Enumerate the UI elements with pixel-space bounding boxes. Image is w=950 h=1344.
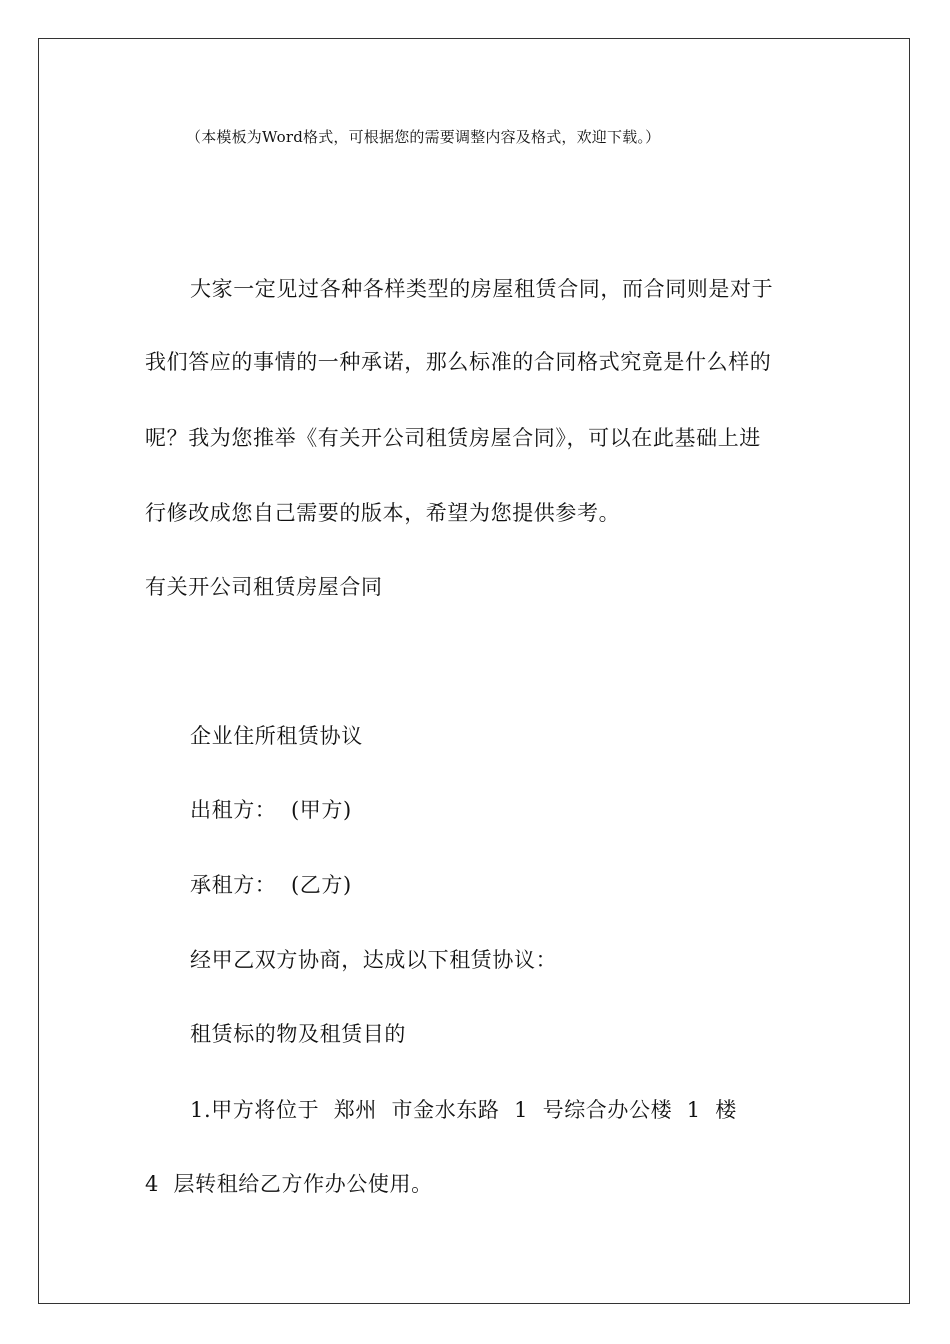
intro-line-4: 行修改成您自己需要的版本，希望为您提供参考。: [145, 501, 621, 525]
lessee-line: 承租方： (乙方): [190, 873, 352, 897]
intro-line-3: 呢？我为您推举《有关开公司租赁房屋合同》，可以在此基础上进: [145, 426, 761, 450]
lessor-line: 出租方： (甲方): [190, 798, 352, 822]
intro-line-2: 我们答应的事情的一种承诺，那么标准的合同格式究竟是什么样的: [145, 350, 772, 374]
template-note: （本模板为Word格式，可根据您的需要调整内容及格式，欢迎下载。）: [186, 128, 661, 146]
clause-1-line-1: 1.甲方将位于 郑州 市金水东路 1 号综合办公楼 1 楼: [190, 1098, 737, 1122]
agreement-heading: 企业住所租赁协议: [190, 724, 363, 748]
agreement-statement: 经甲乙双方协商，达成以下租赁协议：: [190, 948, 558, 972]
clause-1-line-2: 4 层转租给乙方作办公使用。: [145, 1172, 433, 1196]
section-heading: 租赁标的物及租赁目的: [190, 1022, 406, 1046]
intro-line-1: 大家一定见过各种各样类型的房屋租赁合同，而合同则是对于: [190, 277, 774, 301]
document-title: 有关开公司租赁房屋合同: [145, 575, 383, 599]
